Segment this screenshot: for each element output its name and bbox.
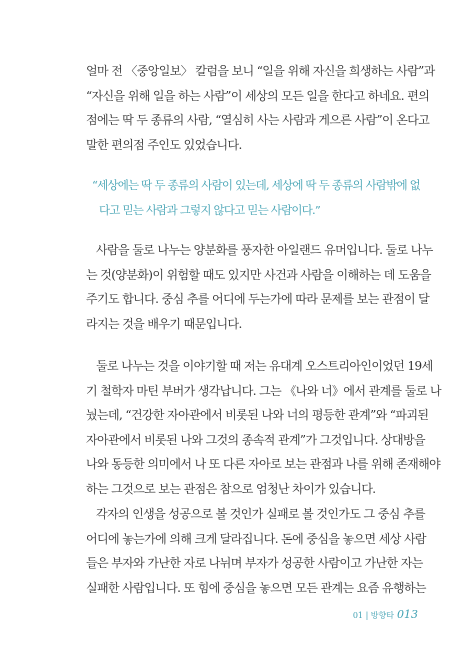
text-line: “자신을 위해 일을 하는 사람”이 세상의 모든 일을 한다고 하네요. 편의 — [86, 88, 430, 103]
text-line: 눴는데, “건강한 자아관에서 비롯된 나와 너의 평등한 관계”와 “파괴된 — [86, 408, 429, 422]
text-line: 나와 동등한 의미에서 나 또 다른 자아로 보는 관점과 나를 위해 존재해야 — [86, 457, 441, 471]
text-line: 하는 그것으로 보는 관점은 참으로 엄청난 차이가 있습니다. — [86, 481, 376, 496]
text-line: 사람을 둘로 나누는 양분화를 풍자한 아일랜드 유머입니다. 둘로 나누 — [96, 243, 433, 257]
page-number: 013 — [397, 608, 418, 621]
text-line: 는 것(양분화)이 위험할 때도 있지만 사건과 사람을 이해하는 데 도움을 — [86, 267, 431, 282]
paragraph-3 — [86, 354, 441, 501]
text-line: 라지는 것을 배우기 때문입니다. — [86, 316, 242, 331]
text-line: 각자의 인생을 성공으로 볼 것인가 실패로 볼 것인가도 그 중심 추를 — [96, 507, 425, 521]
text-line: 점에는 딱 두 종류의 사람, “열심히 사는 사람과 게으른 사람”이 온다고 — [86, 113, 430, 127]
quote-line: “세상에는 딱 두 종류의 사람이 있는데, 세상에 딱 두 종류의 사람밖에 없 — [92, 178, 420, 192]
text-line: 기 철학자 마틴 부버가 생각납니다. 그는 《나와 너》에서 관계를 둘로 나 — [86, 383, 441, 398]
paragraph-2 — [86, 238, 433, 336]
text-line: 자아관에서 비롯된 나와 그것의 종속적 관계”가 그것입니다. 상대방을 — [86, 432, 426, 447]
text-line: 들은 부자와 가난한 자로 나뉘며 부자가 성공한 사람이고 가난한 자는 — [86, 556, 423, 570]
section-label: 01 | 방향타 — [352, 611, 394, 620]
text-line: 실패한 사람입니다. 또 힘에 중심을 놓으면 모든 관계는 요즘 유행하는 — [86, 580, 426, 595]
text-line: 주기도 합니다. 중심 추를 어디에 두는가에 따라 문제를 보는 관점이 달 — [86, 292, 430, 306]
paragraph-4 — [86, 502, 426, 600]
paragraph-1 — [86, 59, 435, 157]
text-line: 얼마 전 〈중앙일보〉 칼럼을 보니 “일을 위해 자신을 희생하는 사람”과 — [86, 64, 435, 78]
text-line: 어디에 놓는가에 의해 크게 달라집니다. 돈에 중심을 놓으면 세상 사람 — [86, 531, 426, 546]
highlighted-quote — [86, 173, 420, 222]
quote-line: 다고 믿는 사람과 그렇지 않다고 믿는 사람이다.” — [99, 202, 320, 217]
text-line: 둘로 나누는 것을 이야기할 때 저는 유대계 오스트리아인이었던 19세 — [96, 359, 433, 373]
text-line: 말한 편의점 주인도 있었습니다. — [86, 137, 242, 152]
page-footer — [353, 608, 418, 621]
